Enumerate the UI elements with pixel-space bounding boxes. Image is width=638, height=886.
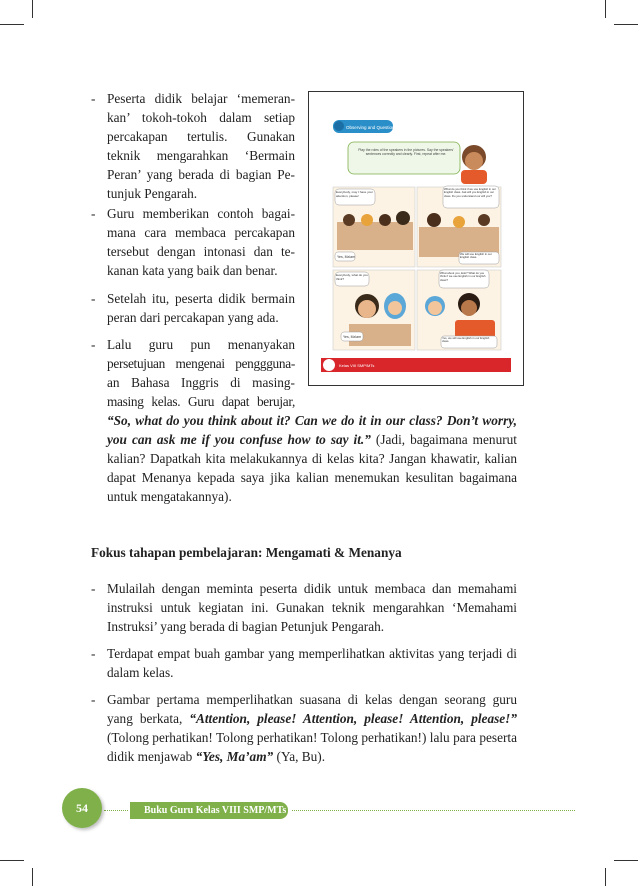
text-line: Peran’ yang berada di bagian Pe-	[107, 167, 295, 182]
crop-mark	[605, 0, 606, 18]
bullet-marker: -	[91, 692, 96, 707]
text-line: Lalu guru pun menanyakan	[107, 337, 295, 352]
bullet-marker: -	[91, 646, 96, 661]
text-span: (Ya, Bu).	[273, 749, 326, 764]
text-line: kanan kata yang baik dan benar.	[107, 263, 278, 278]
panel3-reply: Yes, Ma'am	[343, 335, 362, 339]
panel2-bubble-text: What do you think if we use English in our English class. Ask will you English in our class. Do you understand our will you?	[444, 188, 496, 198]
text-line: persetujuan mengenai penggguna-	[107, 356, 295, 371]
bullet-roleplay	[107, 89, 295, 203]
bullet-marker: -	[91, 91, 96, 106]
crop-mark	[605, 868, 606, 886]
panel3-bubble-text: Everybody, what do you think?	[336, 274, 368, 281]
quote-attention: “Attention, please! Attention, please! Attention, please!”	[189, 711, 518, 726]
page-number: 54	[62, 788, 102, 828]
bullet-marker: -	[91, 581, 96, 596]
quote-yes-maam: “Yes, Ma’am”	[195, 749, 274, 764]
bullet-marker: -	[91, 337, 96, 352]
text-span: Gambar pertama memperlihatkan suasana di kelas dengan seorang guru yang berkata,	[107, 692, 517, 726]
crop-mark	[32, 868, 33, 886]
panel1-bubble-text: Everybody, may I have your attention, please!	[336, 191, 373, 198]
quote-translation: (Jadi, bagaimana menurut kalian? Dapatkah kita melakukannya di kelas kita? Jangan khawatir, kalian dapat Menanya kepada saya jika kalian menemukan kesulitan bagaimana untuk mengatakannya).	[107, 432, 517, 504]
footer-book-title: Buku Guru Kelas VIII SMP/MTs	[130, 802, 288, 819]
crop-mark	[614, 24, 638, 25]
text-span: (Tolong perhatikan! Tolong perhatikan! Tolong perhatikan!) lalu para peserta didik menjawab	[107, 730, 517, 764]
bullet-teacher-asks	[107, 335, 295, 411]
text-line: percakapan tertulis. Gunakan	[107, 129, 295, 144]
text-line: peran dari percakapan yang ada.	[107, 310, 279, 325]
bullet-marker: -	[91, 206, 96, 221]
crop-mark	[614, 860, 638, 861]
banner-label: Observing and Questioning	[346, 125, 401, 130]
text-line: Peserta didik belajar ‘memeran-	[107, 91, 295, 106]
teacher-quote-paragraph	[107, 411, 517, 506]
text-line: Guru memberikan contoh bagai-	[107, 206, 295, 221]
textbook-page-image	[308, 91, 524, 386]
text-line: mana cara membaca percakapan	[107, 225, 295, 240]
intro-bubble-text: Play the roles of the speakers in the pictures. Say the speakers' sentences correctly and clearly. First, repeat after me.	[358, 148, 454, 157]
footer-dots	[104, 810, 128, 811]
comic-illustration	[309, 92, 523, 385]
panel4-reply: Yes, we will use English in our English class.	[442, 337, 490, 344]
bullet-first-picture	[107, 690, 517, 766]
crop-mark	[0, 860, 24, 861]
bullet-read-instructions: Mulailah dengan meminta peserta didik untuk membaca dan memahami instruksi untuk kegiatan ini. Gunakan teknik mengarahkan ‘Memahami Instruksi’ yang berada di bagian Petunjuk Pengarah.	[107, 581, 517, 634]
text-line: kan’ tokoh-tokoh dalam setiap	[107, 110, 295, 125]
section-heading: Fokus tahapan pembelajaran: Mengamati & Menanya	[91, 545, 402, 560]
text-line: masing kelas. Guru dapat berujar,	[107, 394, 295, 409]
panel2-reply: We will use English in our English class.	[460, 253, 492, 260]
text-line: teknik mengarahkan ‘Bermain	[107, 148, 295, 163]
bullet-four-pictures: Terdapat empat buah gambar yang memperlihatkan aktivitas yang terjadi di dalam kelas.	[107, 646, 517, 680]
panel4-bubble-text: What about you, Edo? What do you think if we use English in our English class?	[440, 272, 486, 282]
image-footer-label: Kelas VIII SMP/MTs	[339, 363, 375, 368]
bullet-roleplay-after	[107, 289, 295, 327]
text-line: tunjuk Pengarah.	[107, 186, 198, 201]
crop-mark	[32, 0, 33, 18]
text-line: tersebut dengan intonasi dan te-	[107, 244, 295, 259]
quote-english: “So, what do you think about it? Can we do it in our class? Don’t worry, you can ask me if you confuse how to say it.”	[107, 413, 517, 447]
bullet-teacher-example	[107, 204, 295, 280]
footer-dots	[292, 810, 575, 811]
panel1-reply: Yes, Ma'am	[337, 255, 356, 259]
bullet-marker: -	[91, 291, 96, 306]
text-line: Setelah itu, peserta didik bermain	[107, 291, 295, 306]
text-line: an Bahasa Inggris di masing-	[107, 375, 295, 390]
crop-mark	[0, 24, 24, 25]
